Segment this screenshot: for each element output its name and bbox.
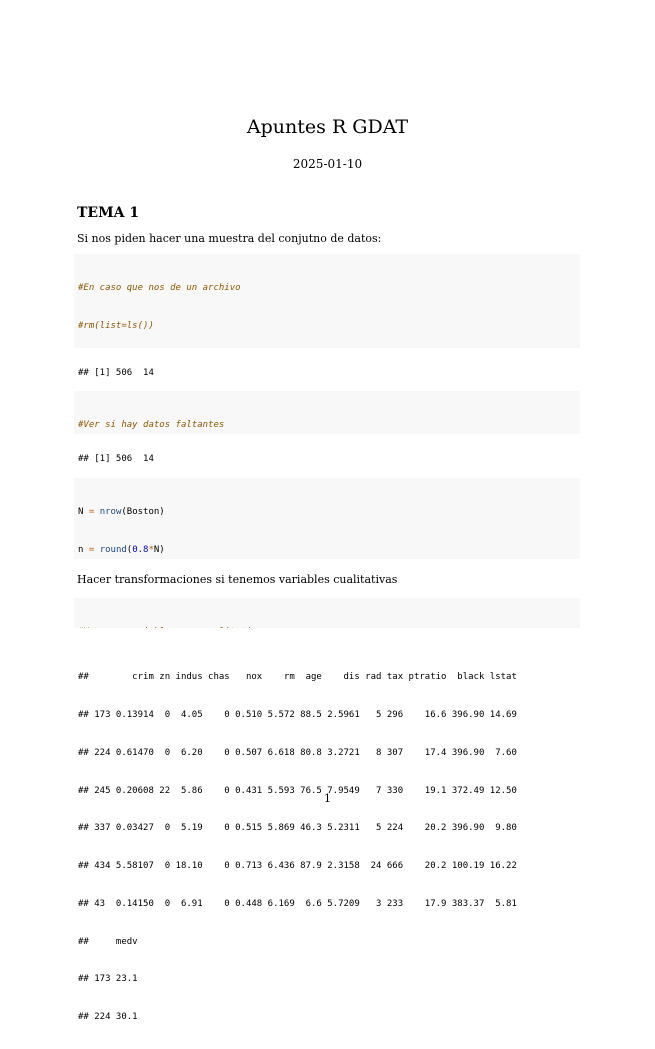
code-text: n bbox=[78, 544, 89, 555]
output-line: ## 337 0.03427 0 5.19 0 0.515 5.869 46.3 5.2311 5 224 20.2 396.90 9.80 bbox=[78, 823, 517, 834]
code-block-qualitative bbox=[74, 598, 580, 628]
code-operator: = bbox=[88, 507, 95, 518]
output-dim-boston: ## [1] 506 14 bbox=[78, 368, 154, 378]
code-line bbox=[78, 506, 576, 519]
code-text: ( bbox=[126, 544, 133, 555]
code-comment: #Ver si hay datos faltantes bbox=[78, 420, 225, 431]
output-line: ## 245 0.20608 22 5.86 0 0.431 5.593 76.5 7.9549 7 330 19.1 372.49 12.50 bbox=[78, 785, 517, 796]
code-operator: * bbox=[148, 544, 154, 555]
code-text: N bbox=[78, 507, 89, 518]
paragraph-sample: Si nos piden hacer una muestra del conjutno de datos: bbox=[77, 232, 382, 245]
code-number: 0.8 bbox=[132, 544, 149, 555]
output-line: ## crim zn indus chas nox rm age dis rad tax ptratio black lstat bbox=[78, 672, 517, 683]
output-line: ## 43 0.14150 0 6.91 0 0.448 6.169 6.6 5.7209 3 233 17.9 383.37 5.81 bbox=[78, 898, 517, 909]
code-block-sampling bbox=[74, 478, 580, 559]
output-line: ## 224 30.1 bbox=[78, 1012, 138, 1023]
code-text: N) bbox=[153, 544, 165, 555]
paragraph-transformations: Hacer transformaciones si tenemos variables cualitativas bbox=[77, 573, 398, 586]
document-title: Apuntes R GDAT bbox=[246, 116, 409, 138]
output-line: ## 173 0.13914 0 4.05 0 0.510 5.572 88.5 2.5961 5 296 16.6 396.90 14.69 bbox=[78, 709, 517, 720]
output-line: ## 173 23.1 bbox=[78, 974, 138, 985]
code-comment: #rm(list=ls()) bbox=[78, 320, 154, 331]
output-dim-b2: ## [1] 506 14 bbox=[78, 454, 154, 464]
code-comment: #En caso que nos de un archivo bbox=[78, 283, 241, 294]
output-line: ## medv bbox=[78, 936, 138, 947]
code-block-load-data bbox=[74, 254, 580, 348]
code-line bbox=[78, 544, 576, 557]
code-operator: = bbox=[88, 544, 95, 555]
output-line: ## 434 5.58107 0 18.10 0 0.713 6.436 87.9 2.3158 24 666 20.2 100.19 16.22 bbox=[78, 861, 517, 872]
code-comment bbox=[78, 626, 576, 628]
output-line: ## 224 0.61470 0 6.20 0 0.507 6.618 80.8 3.2721 8 307 17.4 396.90 7.60 bbox=[78, 747, 517, 758]
code-text: (Boston) bbox=[121, 507, 165, 518]
document-date: 2025-01-10 bbox=[292, 157, 363, 171]
page-number: 1 bbox=[324, 792, 331, 805]
code-block-missing-data bbox=[74, 391, 580, 434]
code-function: round bbox=[99, 544, 127, 555]
code-function: nrow bbox=[99, 507, 122, 518]
section-heading: TEMA 1 bbox=[77, 205, 140, 221]
